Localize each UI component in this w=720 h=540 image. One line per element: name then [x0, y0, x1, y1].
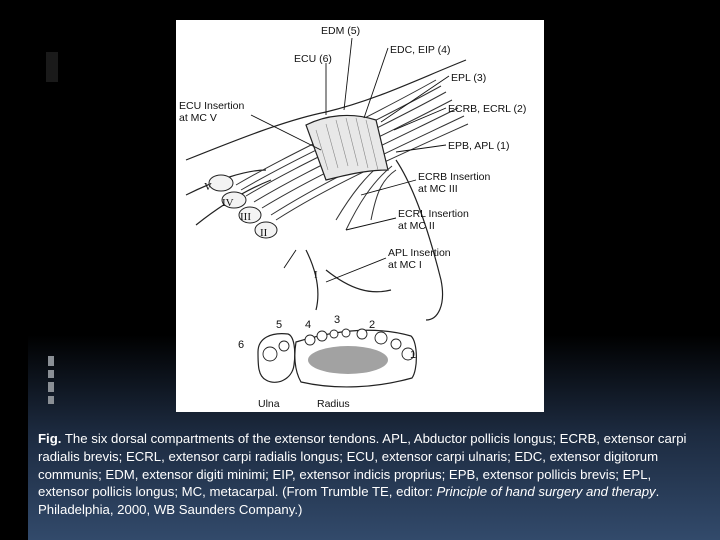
- bullet-marker: [48, 396, 54, 404]
- label-ecu-insertion: ECU Insertion: [179, 100, 245, 112]
- label-compartment-1: 1: [410, 349, 417, 361]
- label-edc: EDC, EIP (4): [390, 44, 451, 56]
- label-compartment-4: 4: [305, 319, 312, 331]
- label-ecrl-insertion: ECRL Insertion: [398, 208, 469, 220]
- caption-prefix: Fig.: [38, 431, 62, 446]
- label-mc-i: I: [314, 269, 318, 281]
- label-mc-iv: IV: [222, 197, 234, 209]
- label-mc-ii: II: [260, 227, 268, 239]
- label-mc-iii: III: [240, 211, 251, 223]
- label-ecu: ECU (6): [294, 53, 332, 65]
- label-epl: EPL (3): [451, 72, 487, 84]
- extensor-retinaculum: [306, 115, 388, 180]
- bullet-marker: [48, 356, 54, 366]
- bullet-marker: [48, 382, 54, 392]
- ulna-section: [258, 334, 295, 383]
- radius-marrow: [308, 346, 388, 374]
- label-compartment-6: 6: [238, 339, 245, 351]
- cross-section: [258, 329, 416, 387]
- label-ecu-insertion-site: at MC V: [179, 112, 217, 124]
- label-mc-v: V: [204, 181, 212, 193]
- caption-body: The six dorsal compartments of the extensor tendons. APL, Abductor pollicis longus; ECRB, extensor carpi radialis brevis; ECRL, extensor carpi radialis longus; ECU, extensor carpi ulnaris; EDC, extensor digitorum communis; EDM, extensor digiti minimi; EIP, extensor indicis proprius; EPB, extensor pollicis brevis; EPL, extensor pollicis longus; MC, metacarpal. (From Trumble TE, editor:: [38, 431, 687, 500]
- label-apl-insertion: APL Insertion: [388, 247, 451, 259]
- label-compartment-3: 3: [334, 314, 341, 326]
- bullet-marker-top: [46, 52, 58, 82]
- label-ulna: Ulna: [258, 398, 280, 410]
- label-ecrb-insertion: ECRB Insertion: [418, 171, 491, 183]
- anatomy-drawing: [176, 20, 544, 412]
- label-ecrb-insertion-site: at MC III: [418, 183, 458, 195]
- label-epb: EPB, APL (1): [448, 140, 510, 152]
- extensor-tendon-figure: [176, 20, 544, 412]
- label-radius: Radius: [317, 398, 350, 410]
- label-ecrl-insertion-site: at MC II: [398, 220, 435, 232]
- caption-tail: . Philadelphia, 2000, WB Saunders Company.): [38, 484, 660, 518]
- label-ecrb: ECRB, ECRL (2): [448, 103, 527, 115]
- bullet-marker: [48, 370, 54, 378]
- label-apl-insertion-site: at MC I: [388, 259, 422, 271]
- figure-caption: [38, 430, 698, 519]
- label-compartment-2: 2: [369, 319, 376, 331]
- label-compartment-5: 5: [276, 319, 283, 331]
- label-edm: EDM (5): [321, 25, 361, 37]
- caption-book-title: Principle of hand surgery and therapy: [436, 484, 656, 500]
